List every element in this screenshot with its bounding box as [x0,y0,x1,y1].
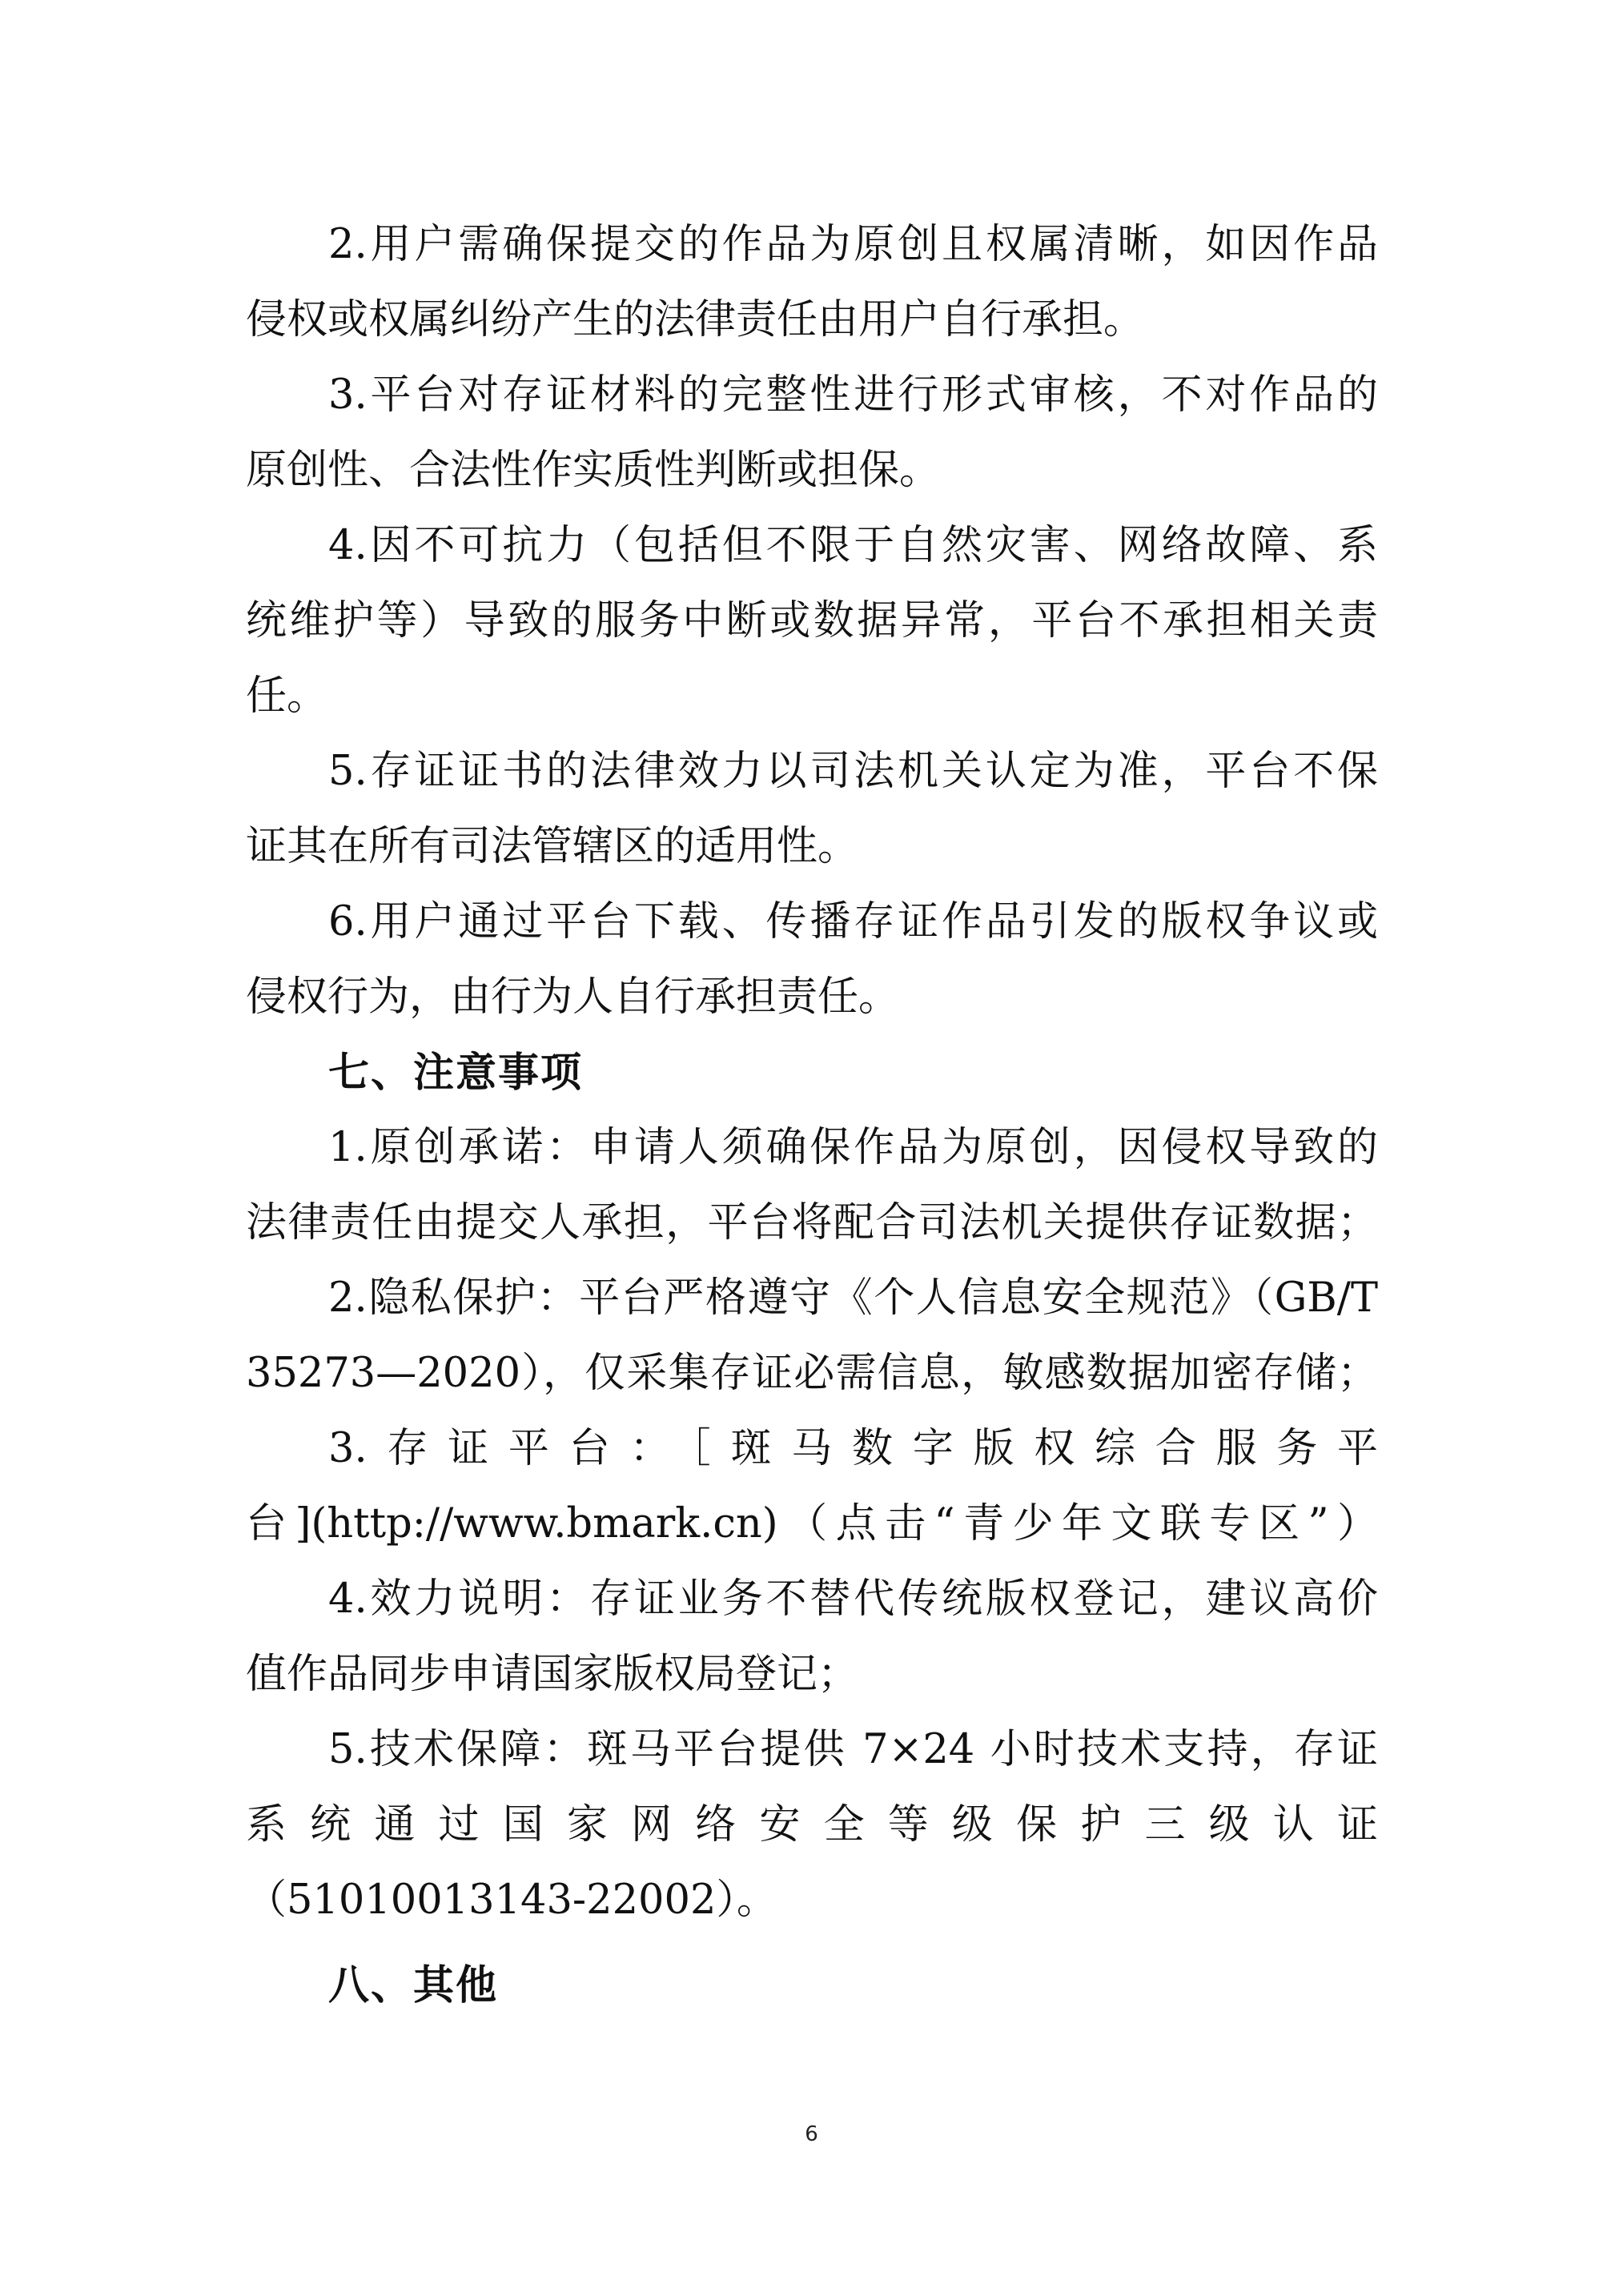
paragraph-line: 侵权行为，由行为人自行承担责任。 [246,973,900,1021]
paragraph-line: 4.因不可抗力（包括但不限于自然灾害、网络故障、系 [328,522,1378,569]
paragraph-line: 2.用户需确保提交的作品为原创且权属清晰，如因作品 [328,221,1378,268]
paragraph-line: 台](http://www.bmark.cn)（点击“青少年文联专区”） [246,1500,1378,1547]
paragraph-line: 5.存证证书的法律效力以司法机关认定为准，平台不保 [328,748,1378,795]
page-number: 6 [805,2122,818,2146]
paragraph-line: 2.隐私保护：平台严格遵守《个人信息安全规范》（GB/T [328,1274,1378,1322]
paragraph-line: 证其在所有司法管辖区的适用性。 [246,823,859,870]
paragraph-line: 6.用户通过平台下载、传播存证作品引发的版权争议或 [328,898,1378,945]
paragraph-line: 侵权或权属纠纷产生的法律责任由用户自行承担。 [246,296,1145,343]
section-heading: 七、注意事项 [328,1049,584,1097]
paragraph-line: 5.技术保障：斑马平台提供 7×24 小时技术支持，存证 [328,1726,1378,1773]
paragraph-line: 35273—2020），仅采集存证必需信息，敏感数据加密存储； [246,1350,1378,1397]
paragraph-line: 系统通过国家网络安全等级保护三级认证 [246,1801,1378,1848]
section-heading: 八、其他 [328,1961,499,2009]
paragraph-line: 任。 [246,672,328,720]
paragraph-line: 4.效力说明：存证业务不替代传统版权登记，建议高价 [328,1575,1378,1623]
paragraph-line: （51010013143-22002）。 [246,1877,777,1924]
paragraph-line: 原创性、合法性作实质性判断或担保。 [246,447,941,494]
paragraph-line: 法律责任由提交人承担，平台将配合司法机关提供存证数据； [246,1199,1378,1246]
paragraph-line: 统维护等）导致的服务中断或数据异常，平台不承担相关责 [246,597,1378,644]
paragraph-line: 3.平台对存证材料的完整性进行形式审核，不对作品的 [328,371,1378,419]
paragraph-line: 值作品同步申请国家版权局登记； [246,1651,859,1698]
paragraph-line: 3.存证平台：［斑马数字版权综合服务平 [328,1425,1378,1472]
paragraph-line: 1.原创承诺：申请人须确保作品为原创，因侵权导致的 [328,1124,1378,1171]
